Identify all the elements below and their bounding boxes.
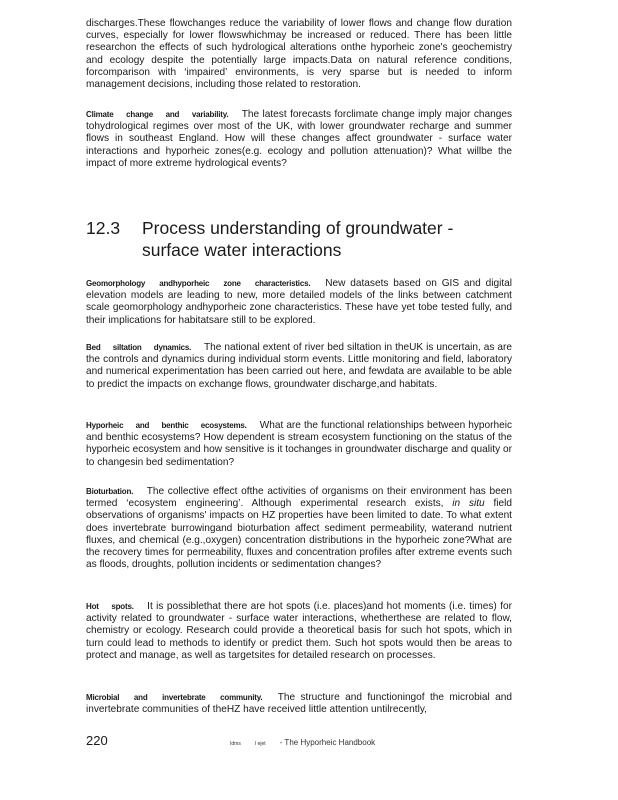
paragraph-climate-change (86, 109, 512, 170)
run-in-heading: Hyporheic and benthic ecosystems. (86, 421, 247, 430)
paragraph-bioturbation (86, 486, 512, 571)
run-in-heading: Bioturbation. (86, 487, 134, 496)
run-in-heading: Climate change and variability. (86, 110, 229, 119)
run-in-heading: Microbial and invertebrate community. (86, 693, 263, 702)
italic-term: in situ (452, 498, 485, 510)
footer-book-title: - The Hyporheic Handbook (279, 738, 376, 747)
run-in-heading: Bed siltation dynamics. (86, 343, 192, 352)
paragraph-bed-siltation (86, 342, 512, 391)
section-title-line1: Process understanding of groundwater - (142, 218, 454, 238)
paragraph-text: The latest forecasts forclimate change imply major changes tohydrological regimes over most of the UK, with lower groundwater recharge and summer flows in southeast England. How will these changes affect groundwater - surface water interactions and hyporheic zones(e.g. ecology and pollution attenuation)? What willbe the impact of more extreme hydrological events? (86, 109, 512, 169)
footer-small-text: I ejet (254, 741, 266, 747)
paragraph-hot-spots (86, 601, 512, 662)
paragraph-text: What are the functional relationships between hyporheic and benthic ecosystems? How dependent is stream ecosystem functioning on the status of the hyporheic ecosystem and how sensitive is it tochanges in groundwater discharge and quality or to changesin bed sedimentation? (86, 420, 513, 468)
paragraph-text: New datasets based on GIS and digital elevation models are leading to new, more detailed models of the links between catchment scale geomorphology andhyporheic zone characteristics. These have yet tobe tested fully, and their implications for habitatsare still to be explored. (86, 278, 512, 326)
paragraph-text: The collective effect ofthe activities of organisms on their environment has been termed ‘ecosystem engineering’. Although experimental research exists, (86, 486, 512, 510)
section-heading (86, 217, 516, 261)
run-in-heading: Hot spots. (86, 602, 134, 611)
footer-small-text: Idms (230, 741, 241, 747)
paragraph-hyporheic-benthic (86, 420, 512, 469)
section-title-line2: surface water interactions (142, 240, 342, 260)
paragraph-flow-changes (86, 18, 512, 91)
page-number: 220 (86, 733, 108, 748)
running-footer (230, 738, 375, 747)
paragraph-text: discharges.These flowchanges reduce the variability of lower flows and change flow duration curves, especially for lower flowswhichmay be increased or reduced. There has been little researchon the effects of such hydrological alterations onthe hyporheic zone's geochemistry and ecology despite the potentially large impacts.Data on natural reference conditions, forcomparison with ‘impaired’ environments, is very sparse but is needed to inform management decisions, including those related to restoration. (86, 18, 512, 91)
section-number: 12.3 (86, 218, 121, 238)
run-in-heading: Geomorphology andhyporheic zone characteristics. (86, 279, 311, 288)
paragraph-microbial (86, 692, 512, 716)
paragraph-geomorphology (86, 278, 512, 327)
paragraph-text: The structure and functioningof the microbial and invertebrate communities of theHZ have received little attention untilrecently, (86, 692, 513, 716)
paragraph-text: field observations of organisms' impacts on HZ properties have been limited to date. To what extent does invertebrate burrowingand bioturbation affect sediment permeability, waterand nutrient fluxes, and chemical (e.g.,oxygen) concentration distributions in the hyporheic zone?What are the recovery times for permeability, fluxes and concentration profiles after extreme events such as floods, droughts, pollution incidents or sedimentation changes? (86, 498, 513, 571)
paragraph-text: The national extent of river bed siltation in theUK is uncertain, as are the controls and dynamics during individual storm events. Little monitoring and field, laboratory and numerical experimentation has been carried out here, and fewdata are available to be able to predict the impacts on exchange flows, groundwater discharge,and habitats. (86, 342, 512, 390)
paragraph-text: It is possiblethat there are hot spots (i.e. places)and hot moments (i.e. times) for activity related to groundwater - surface water interactions, whetherthese are related to flow, chemistry or ecology. Research could provide a theoretical basis for such hot spots, which in turn could lead to methods to identify or predict them. Such hot spots would then be areas to protect and manage, as well as targetsites for detailed research on processes. (86, 601, 512, 661)
